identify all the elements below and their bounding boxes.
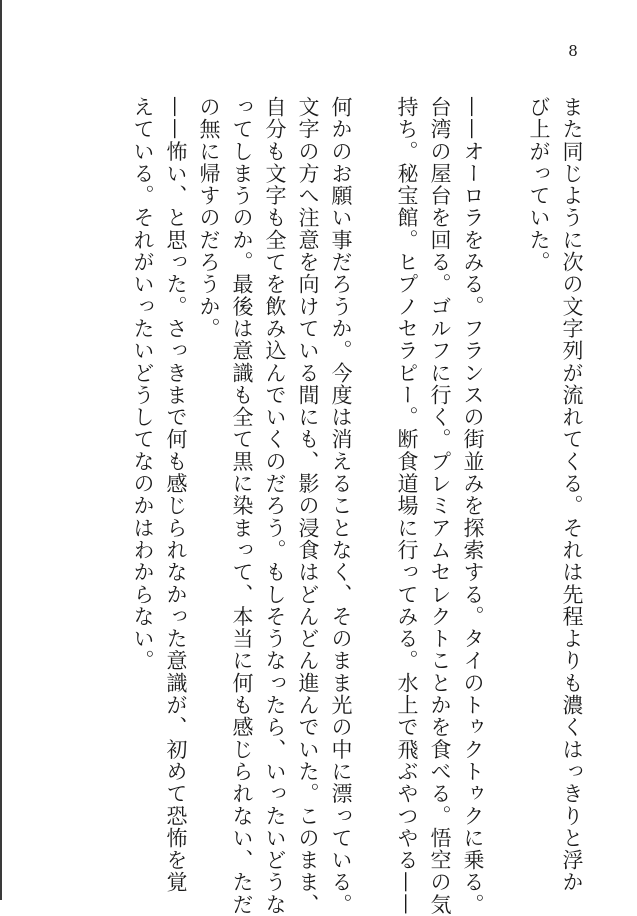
text-line: の無に帰すのだろうか。 xyxy=(197,96,221,340)
text-line: 自分も文字も全てを飲み込んでいくのだろう。もしそうなったら、いったいどうな xyxy=(263,96,287,916)
paragraph-gap xyxy=(357,96,390,816)
text-line: 何かのお願い事だろうか。今度は消えることなく、そのまま光の中に漂っている。 xyxy=(329,96,353,916)
text-line: えている。それがいったいどうしてなのかはわからない。 xyxy=(131,96,155,672)
text-line: ——怖い、と思った。さっきまで何も感じられなかった意識が、初めて恐怖を覚 xyxy=(164,96,188,894)
text-line: 持ち。秘宝館。ヒプノセラピー。断食道場に行ってみる。水上で飛ぶやつやる—— xyxy=(395,96,419,916)
text-line: 台湾の屋台を回る。ゴルフに行く。プレミアムセレクトことかを食べる。悟空の気 xyxy=(428,96,452,916)
text-line: 文字の方へ注意を向けている間にも、影の浸食はどんどん進んでいた。このまま、 xyxy=(296,96,320,916)
vertical-text-block xyxy=(131,96,588,916)
text-line: ってしまうのか。最後は意識も全て黒に染まって、本当に何も感じられない、ただ xyxy=(230,96,254,916)
text-line: また同じように次の文字列が流れてくる。それは先程よりも濃くはっきりと浮か xyxy=(560,96,584,894)
text-line: び上がっていた。 xyxy=(527,96,551,274)
text-line: ——オーロラをみる。フランスの街並みを探索する。タイのトゥクトゥクに乗る。 xyxy=(461,96,485,916)
paragraph-gap xyxy=(489,96,522,816)
page-number: 8 xyxy=(568,42,578,60)
